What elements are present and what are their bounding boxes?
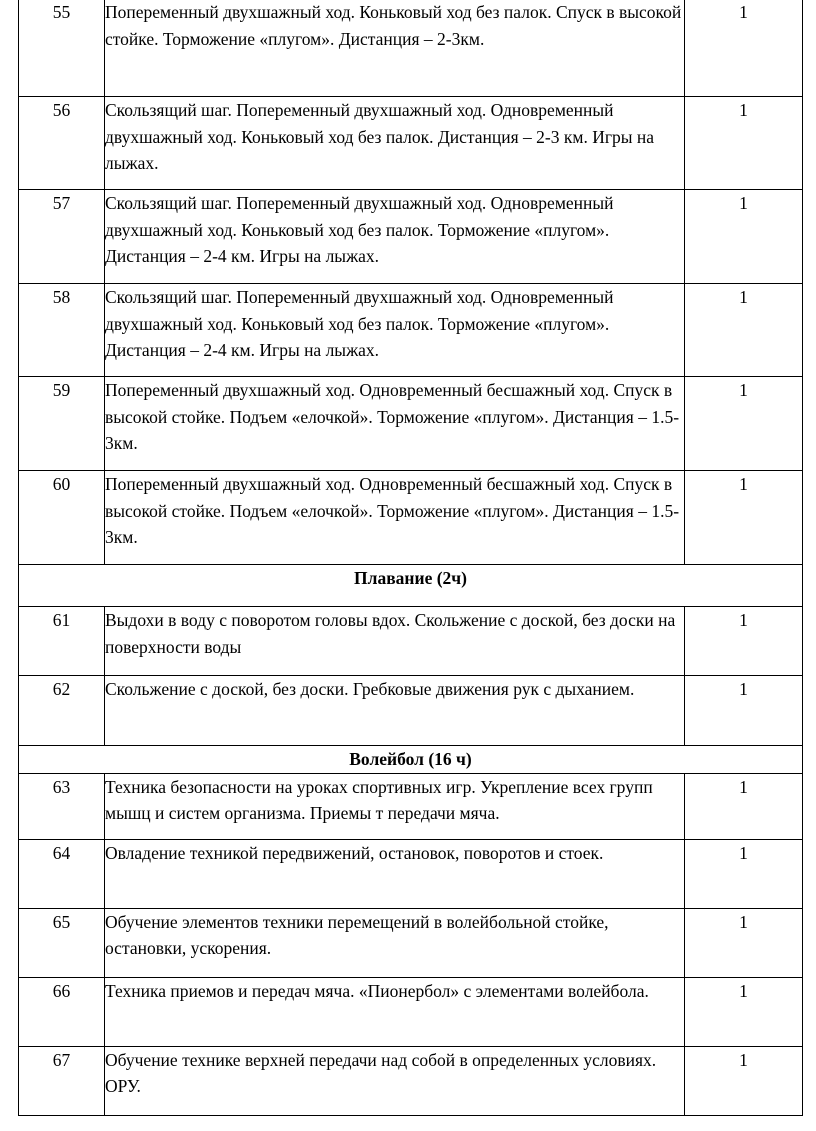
table-row [19,607,803,676]
lesson-topic: Техника безопасности на уроках спортивных игр. Укрепление всех групп мышц и систем организма. Приемы т передачи мяча. [105,773,685,839]
lesson-topic: Попеременный двухшажный ход. Коньковый ход без палок. Спуск в высокой стойке. Торможение «плугом». Дистанция – 2-3км. [105,0,685,97]
lesson-number: 67 [19,1046,105,1115]
section-title-volleyball: Волейбол (16 ч) [19,746,803,774]
lesson-hours: 1 [685,1046,803,1115]
table-row [19,908,803,977]
lesson-number: 55 [19,0,105,97]
lesson-hours: 1 [685,908,803,977]
lesson-topic: Техника приемов и передач мяча. «Пионербол» с элементами волейбола. [105,977,685,1046]
lesson-hours: 1 [685,471,803,565]
lesson-number: 57 [19,190,105,284]
lesson-number: 66 [19,977,105,1046]
table-row [19,676,803,746]
lesson-topic: Попеременный двухшажный ход. Одновременный бесшажный ход. Спуск в высокой стойке. Подъем «елочкой». Торможение «плугом». Дистанция – 1.5-3км. [105,377,685,471]
lesson-number: 63 [19,773,105,839]
section-row [19,565,803,607]
table-row [19,0,803,97]
section-title-swimming: Плавание (2ч) [19,565,803,607]
table-row [19,471,803,565]
lesson-hours: 1 [685,377,803,471]
lesson-hours: 1 [685,0,803,97]
table-row [19,977,803,1046]
lesson-plan-table [18,0,803,1116]
lesson-topic: Выдохи в воду с поворотом головы вдох. Скольжение с доской, без доски на поверхности воды [105,607,685,676]
table-row [19,190,803,284]
lesson-topic: Овладение техникой передвижений, остановок, поворотов и стоек. [105,839,685,908]
lesson-hours: 1 [685,676,803,746]
lesson-hours: 1 [685,839,803,908]
lesson-topic: Скользящий шаг. Попеременный двухшажный ход. Одновременный двухшажный ход. Коньковый ход без палок. Торможение «плугом». Дистанция – 2-4 км. Игры на лыжах. [105,190,685,284]
lesson-topic: Скольжение с доской, без доски. Гребковые движения рук с дыханием. [105,676,685,746]
lesson-number: 65 [19,908,105,977]
table-row [19,377,803,471]
table-row [19,1046,803,1115]
lesson-topic: Обучение элементов техники перемещений в волейбольной стойке, остановки, ускорения. [105,908,685,977]
table-row [19,284,803,377]
lesson-hours: 1 [685,607,803,676]
table-row [19,773,803,839]
lesson-hours: 1 [685,977,803,1046]
lesson-topic: Обучение технике верхней передачи над собой в определенных условиях. ОРУ. [105,1046,685,1115]
lesson-topic: Скользящий шаг. Попеременный двухшажный ход. Одновременный двухшажный ход. Коньковый ход без палок. Дистанция – 2-3 км. Игры на лыжах. [105,97,685,190]
table-row [19,97,803,190]
lesson-hours: 1 [685,97,803,190]
lesson-number: 56 [19,97,105,190]
lesson-number: 64 [19,839,105,908]
lesson-topic: Скользящий шаг. Попеременный двухшажный ход. Одновременный двухшажный ход. Коньковый ход без палок. Торможение «плугом». Дистанция – 2-4 км. Игры на лыжах. [105,284,685,377]
lesson-number: 59 [19,377,105,471]
lesson-topic: Попеременный двухшажный ход. Одновременный бесшажный ход. Спуск в высокой стойке. Подъем «елочкой». Торможение «плугом». Дистанция – 1.5-3км. [105,471,685,565]
lesson-number: 60 [19,471,105,565]
lesson-number: 62 [19,676,105,746]
lesson-number: 58 [19,284,105,377]
lesson-hours: 1 [685,284,803,377]
table-row [19,839,803,908]
lesson-hours: 1 [685,190,803,284]
section-row [19,746,803,774]
lesson-number: 61 [19,607,105,676]
lesson-hours: 1 [685,773,803,839]
